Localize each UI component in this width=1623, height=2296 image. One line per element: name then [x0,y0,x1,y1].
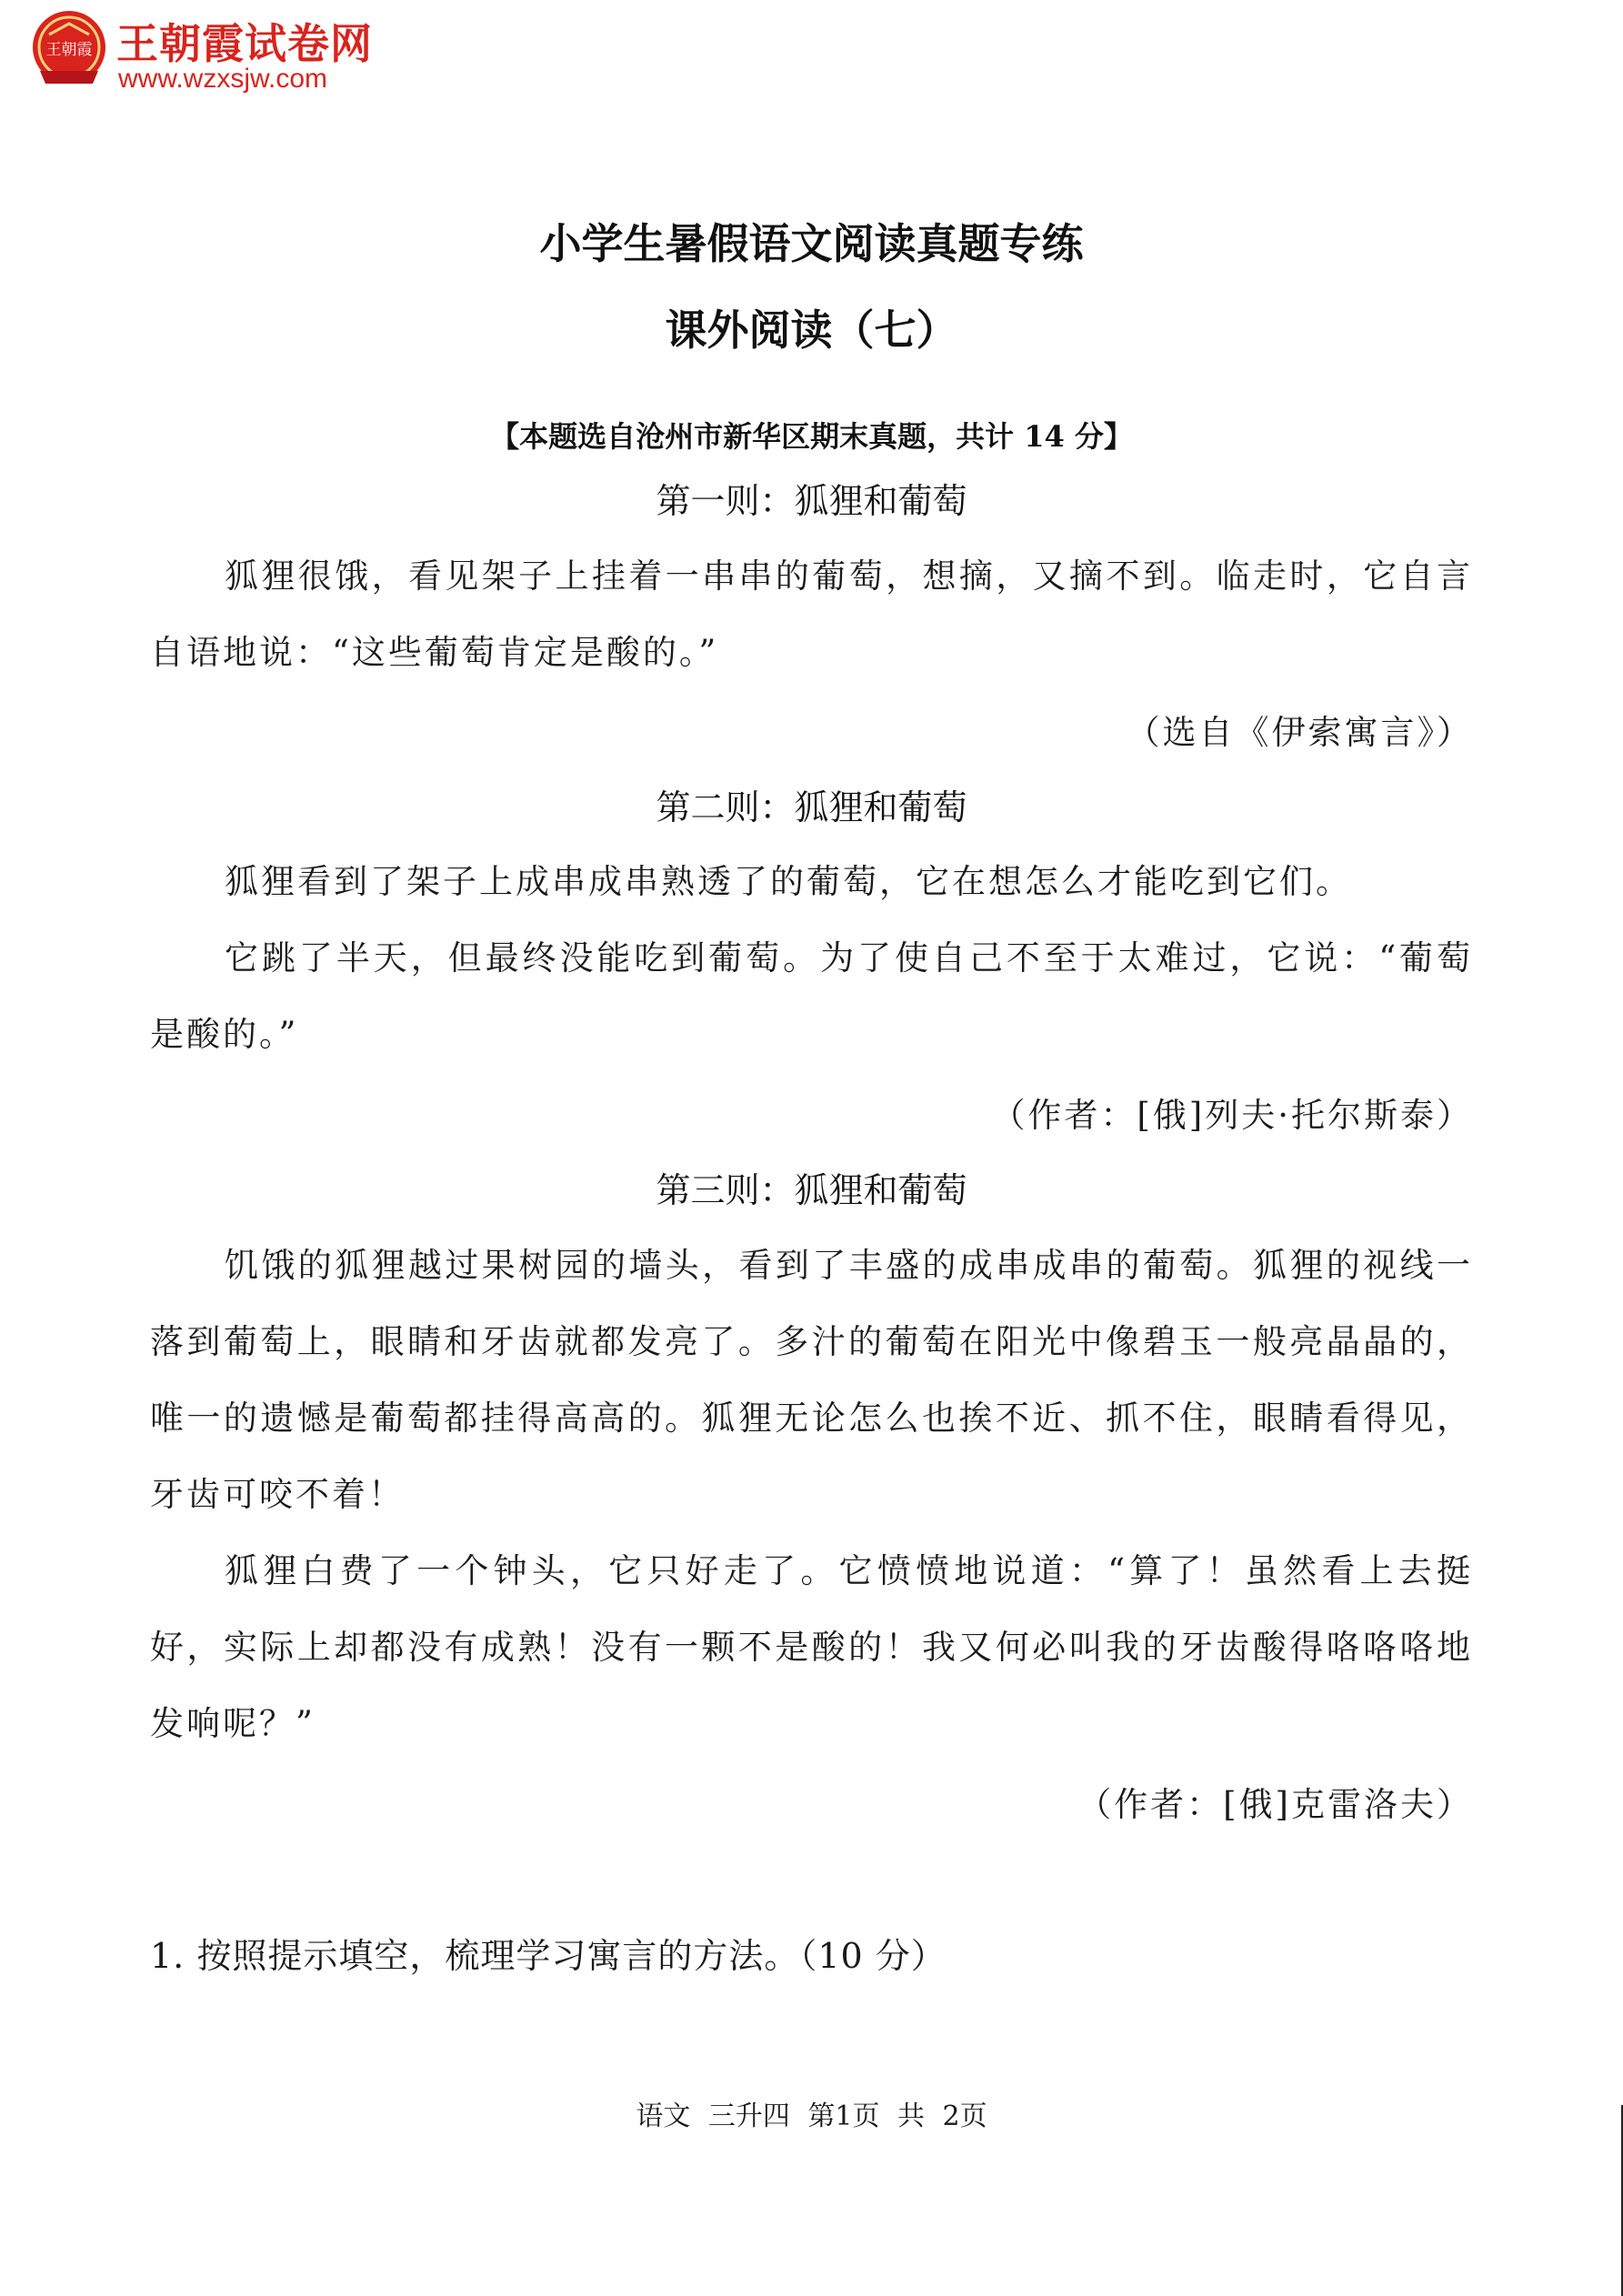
section-2-heading: 第二则：狐狸和葡萄 [656,787,967,827]
section-2-paragraph-1: 狐狸看到了架子上成串成串熟透了的葡萄，它在想怎么才能吃到它们。 [225,862,1352,901]
section-2-attribution: （作者：[俄]列夫·托尔斯泰） [991,1096,1473,1135]
question-1: 1. 按照提示填空，梳理学习寓言的方法。（10 分） [150,1936,947,1976]
section-3-attribution: （作者：[俄]克雷洛夫） [1077,1785,1473,1824]
site-logo[interactable] [27,7,409,98]
section-3-paragraph-2: 狐狸白费了一个钟头，它只好走了。它愤愤地说道：“算了！虽然看上去挺好，实际上却都没有成熟！没有一颗不是酸的！我又何必叫我的牙齿酸得咯咯咯地发响呢？” [150,1551,1473,1743]
page-footer: 语文 三升四 第1页 共 2页 [636,2100,987,2132]
logo-badge-icon [27,7,111,91]
section-2-paragraph-2: 它跳了半天，但最终没能吃到葡萄。为了使自己不至于太难过，它说：“葡萄是酸的。” [150,938,1473,1054]
svg-text:王朝霞: 王朝霞 [45,41,93,59]
section-1-heading: 第一则：狐狸和葡萄 [656,481,967,521]
page-title: 小学生暑假语文阅读真题专练 [539,219,1084,268]
source-note: 【本题选自沧州市新华区期末真题，共计 14 分】 [490,419,1133,454]
section-1-paragraph-1: 狐狸很饿，看见架子上挂着一串串的葡萄，想摘，又摘不到。临走时，它自言自语地说：“这些葡萄肯定是酸的。” [150,556,1473,672]
site-name: 王朝霞试卷网 [116,19,373,68]
page-subtitle: 课外阅读（七） [665,306,958,355]
site-url[interactable]: www.wzxsjw.com [118,64,328,94]
section-3-heading: 第三则：狐狸和葡萄 [656,1170,967,1210]
section-1-attribution: （选自《伊索寓言》） [1126,713,1473,752]
section-3-paragraph-1: 饥饿的狐狸越过果树园的墙头，看到了丰盛的成串成串的葡萄。狐狸的视线一落到葡萄上，眼睛和牙齿就都发亮了。多汁的葡萄在阳光中像碧玉一般亮晶晶的，唯一的遗憾是葡萄都挂得高高的。狐狸无论怎么也挨不近、抓不住，眼睛看得见，牙齿可咬不着！ [150,1246,1473,1514]
